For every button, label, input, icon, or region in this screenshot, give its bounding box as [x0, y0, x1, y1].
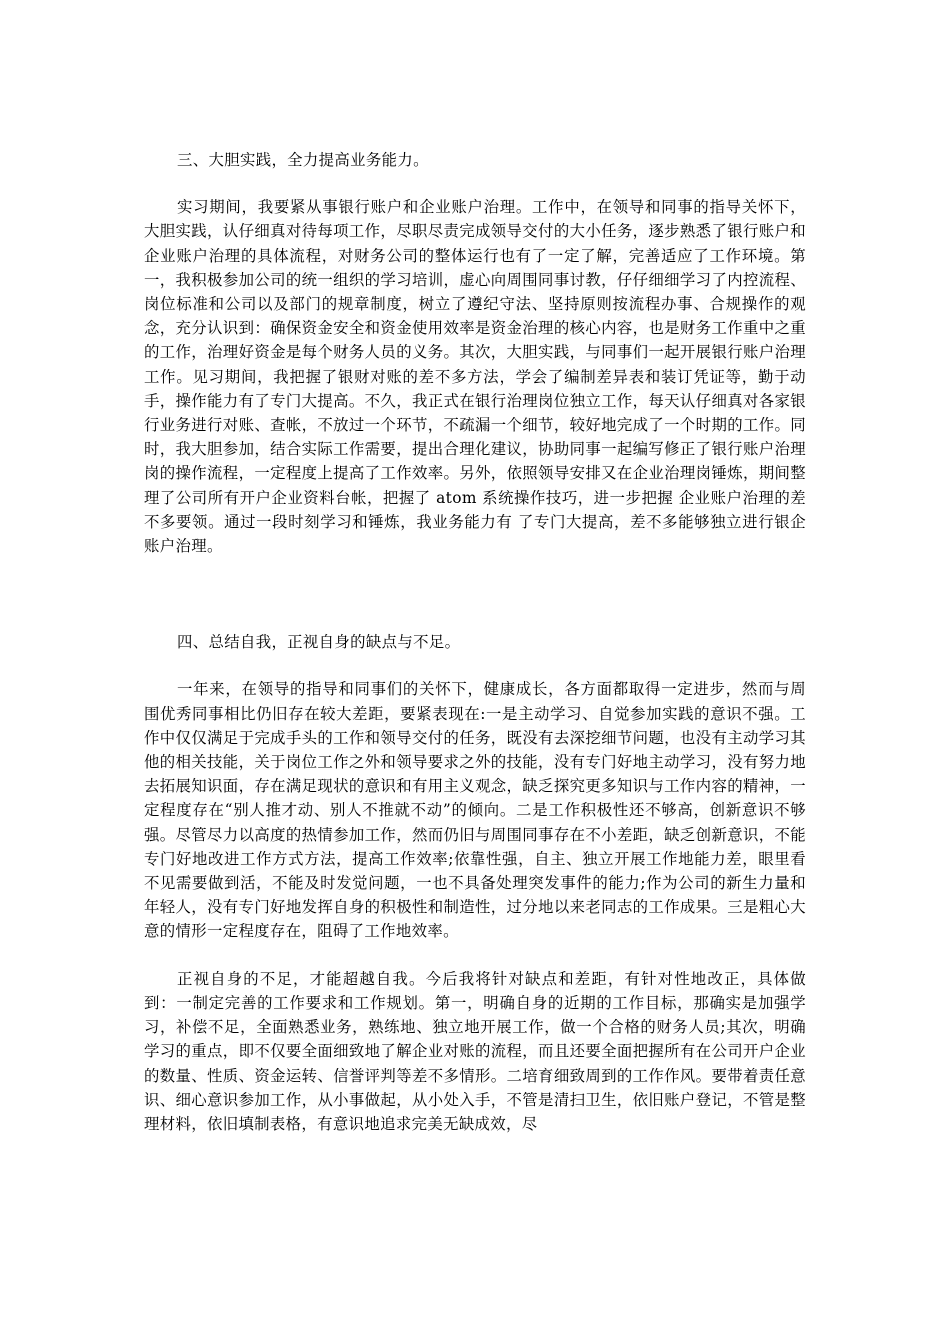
- section-4-heading: 四、总结自我，正视自身的缺点与不足。: [177, 633, 461, 652]
- section-4-paragraph-2: 正视自身的不足，才能超越自我。今后我将针对缺点和差距，有针对性地改正，具体做到：一制定完善的工作要求和工作规划。第一，明确自身的近期的工作目标，那确实是加强学习，补偿不足，全面熟悉业务，熟练地、独立地开展工作，做一个合格的财务人员;其次，明确学习的重点，即不仅要全面细致地了解企业对账的流程，而且还要全面把握所有在公司开户企业的数量、性质、资金运转、信誉评判等差不多情形。二培育细致周到的工作作风。要带着责任意识、细心意识参加工作，从小事做起，从小处入手，不管是清扫卫生，依旧账户登记，不管是整理材料，依旧填制表格，有意识地追求完美无缺成效，尽: [144, 969, 806, 1133]
- document-body: [144, 148, 806, 1136]
- paragraph-spacer: [144, 172, 806, 195]
- paragraph-spacer: [144, 654, 806, 677]
- section-3-paragraph: 实习期间，我要紧从事银行账户和企业账户治理。工作中，在领导和同事的指导关怀下，大胆实践，认仔细真对待每项工作，尽职尽责完成领导交付的大小任务，逐步熟悉了银行账户和企业账户治理的具体流程，对财务公司的整体运行也有了一定了解，完善适应了工作环境。第一，我积极参加公司的统一组织的学习培训，虚心向周围同事讨教，仔仔细细学习了内控流程、岗位标准和公司以及部门的规章制度，树立了遵纪守法、坚持原则按流程办事、合规操作的观念，充分认识到：确保资金安全和资金使用效率是资金治理的核心内容，也是财务工作重中之重的工作，治理好资金是每个财务人员的义务。其次，大胆实践，与同事们一起开展银行账户治理工作。见习期间，我把握了银财对账的差不多方法，学会了编制差异表和装订凭证等，勤于动手，操作能力有了专门大提高。不久，我正式在银行治理岗位独立工作，每天认仔细真对各家银行业务进行对账、查帐，不放过一个环节，不疏漏一个细节，较好地完成了一个时期的工作。同时，我大胆参加，结合实际工作需要，提出合理化建议，协助同事一起编写修正了银行账户治理岗的操作流程，一定程度上提高了工作效率。另外，依照领导安排又在企业治理岗锤炼，期间整理了公司所有开户企业资料台帐，把握了 atom 系统操作技巧，进一步把握 企业账户治理的差不多要领。通过一段时刻学习和锤炼，我业务能力有 了专门大提高，差不多能够独立进行银企账户治理。: [144, 198, 806, 556]
- section-3-heading: 三、大胆实践，全力提高业务能力。: [177, 151, 429, 169]
- section-4-paragraph-1: 一年来，在领导的指导和同事们的关怀下，健康成长，各方面都取得一定进步，然而与周围优秀同事相比仍旧存在较大差距，要紧表现在:一是主动学习、自觉参加实践的意识不强。工作中仅仅满足于完成手头的工作和领导交付的任务，既没有去深挖细节问题，也没有主动学习其他的相关技能，关于岗位工作之外和领导要求之外的技能，没有专门好地主动学习，没有努力地去拓展知识面，存在满足现状的意识和有用主义观念，缺乏探究更多知识与工作内容的精神，一定程度存在“别人推才动、别人不推就不动”的倾向。二是工作积极性还不够高，创新意识不够强。尽管尽力以高度的热情参加工作，然而仍旧与周围同事存在不小差距，缺乏创新意识，不能专门好地改进工作方式方法，提高工作效率;依靠性强，自主、独立开展工作地能力差，眼里看不见需要做到活，不能及时发觉问题，一也不具备处理突发事件的能力;作为公司的新生力量和年轻人，没有专门好地发挥自身的积极性和制造性，过分地以来老同志的工作成果。三是粗心大意的情形一定程度存在，阻碍了工作地效率。: [144, 680, 806, 941]
- section-spacer: [144, 558, 806, 630]
- paragraph-spacer: [144, 944, 806, 967]
